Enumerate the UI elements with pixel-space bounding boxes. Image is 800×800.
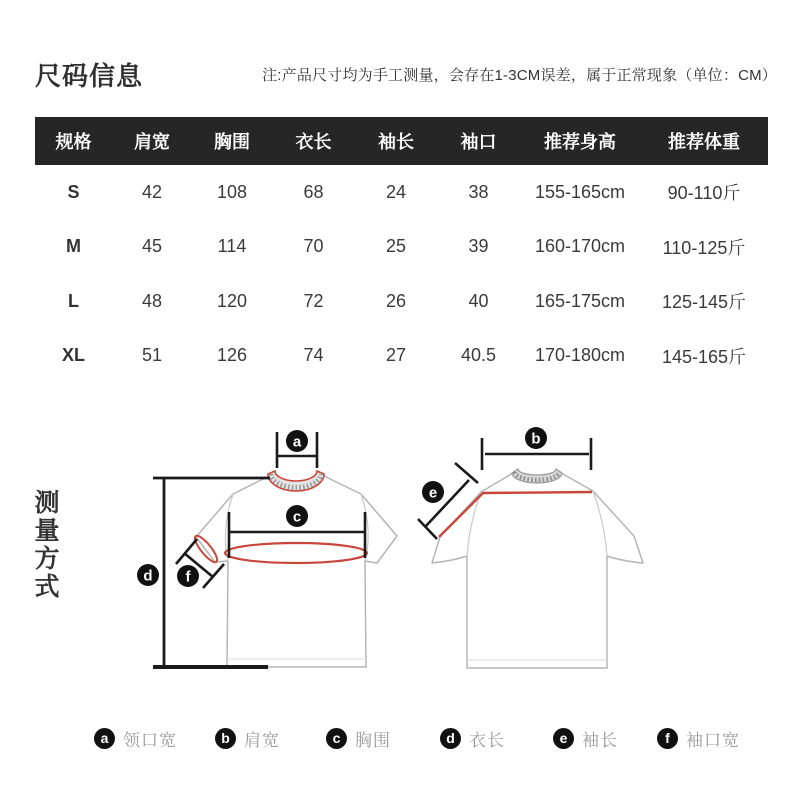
svg-text:a: a — [292, 433, 302, 451]
table-cell: 38 — [468, 181, 489, 202]
header-cell: 胸围 — [214, 132, 250, 152]
legend-item-neck-width — [94, 726, 177, 751]
legend-label: 袖长 — [582, 731, 618, 750]
table-cell: 45 — [141, 236, 163, 257]
header-cell: 推荐体重 — [668, 132, 740, 152]
legend-marker-e: e — [553, 728, 574, 749]
table-cell: 40.5 — [460, 345, 497, 366]
table-cell: 72 — [303, 290, 324, 311]
header-cell: 袖口 — [460, 132, 497, 152]
legend-label: 肩宽 — [244, 731, 280, 750]
header-cell: 衣长 — [295, 132, 332, 152]
measurement-note: 注:产品尺寸均为手工测量，会存在1-3CM误差，属于正常现象（单位：CM） — [262, 67, 777, 84]
legend-label: 衣长 — [469, 731, 505, 750]
svg-text:c: c — [292, 508, 302, 526]
measurement-diagram — [0, 420, 800, 720]
table-cell: 26 — [385, 290, 407, 311]
svg-text:b: b — [531, 430, 541, 448]
header-cell: 袖长 — [378, 132, 414, 152]
tshirt-front-diagram — [137, 430, 397, 667]
legend-marker-a: a — [94, 728, 115, 749]
marker-b — [525, 427, 547, 449]
table-cell: M — [66, 236, 81, 257]
size-table-header-row — [35, 117, 768, 165]
table-cell: 120 — [216, 290, 248, 311]
table-cell: 126 — [216, 345, 248, 366]
marker-e — [422, 481, 444, 503]
legend-label: 胸围 — [355, 731, 391, 750]
table-cell: 48 — [141, 290, 163, 311]
table-cell: 24 — [385, 181, 407, 202]
table-cell: 110-125斤 — [662, 237, 746, 258]
legend-marker-c: c — [326, 728, 347, 749]
legend-label: 领口宽 — [123, 731, 177, 750]
table-cell: 39 — [468, 236, 489, 257]
table-cell: 74 — [303, 345, 324, 366]
table-row-s — [35, 165, 768, 220]
marker-d — [137, 564, 159, 586]
table-cell: 170-180cm — [534, 345, 626, 366]
table-row-m — [35, 220, 768, 275]
table-cell: 51 — [141, 345, 163, 366]
legend-item-length — [440, 726, 505, 751]
header-cell: 肩宽 — [134, 132, 170, 152]
table-cell: 42 — [141, 181, 163, 202]
table-cell: 160-170cm — [534, 236, 626, 257]
marker-c — [286, 505, 308, 527]
legend-marker-d: d — [440, 728, 461, 749]
section-title-measurement-method: 测量方式 — [31, 489, 59, 601]
tshirt-back-diagram — [418, 427, 643, 668]
page-title: 尺码信息 — [35, 61, 144, 91]
legend-item-sleeve-length — [553, 726, 618, 751]
header-cell: 规格 — [55, 132, 92, 152]
table-cell: S — [67, 181, 80, 202]
table-cell: 70 — [303, 236, 324, 257]
marker-a — [286, 430, 308, 452]
svg-text:f: f — [185, 568, 191, 586]
svg-text:d: d — [143, 567, 153, 585]
legend-label: 袖口宽 — [686, 731, 740, 750]
header-cell: 推荐身高 — [544, 132, 616, 152]
table-cell: 125-145斤 — [661, 292, 747, 313]
table-cell: 68 — [303, 181, 324, 202]
svg-text:e: e — [428, 484, 438, 502]
marker-f — [177, 565, 199, 587]
legend-item-shoulder — [215, 726, 280, 751]
legend-item-chest — [326, 726, 391, 751]
table-cell: 90-110斤 — [667, 183, 741, 204]
table-row-xl — [35, 329, 768, 384]
table-cell: 145-165斤 — [661, 346, 747, 367]
table-cell: 27 — [385, 345, 407, 366]
legend-marker-f: f — [657, 728, 678, 749]
table-cell: XL — [61, 345, 85, 366]
table-cell: L — [68, 290, 79, 311]
legend-item-cuff-width — [657, 726, 740, 751]
table-cell: 25 — [385, 236, 407, 257]
table-cell: 165-175cm — [534, 290, 626, 311]
size-table — [35, 117, 768, 383]
legend-marker-b: b — [215, 728, 236, 749]
table-cell: 40 — [468, 290, 489, 311]
table-cell: 108 — [216, 181, 248, 202]
table-cell: 114 — [217, 236, 247, 257]
table-row-l — [35, 274, 768, 329]
table-cell: 155-165cm — [534, 181, 626, 202]
